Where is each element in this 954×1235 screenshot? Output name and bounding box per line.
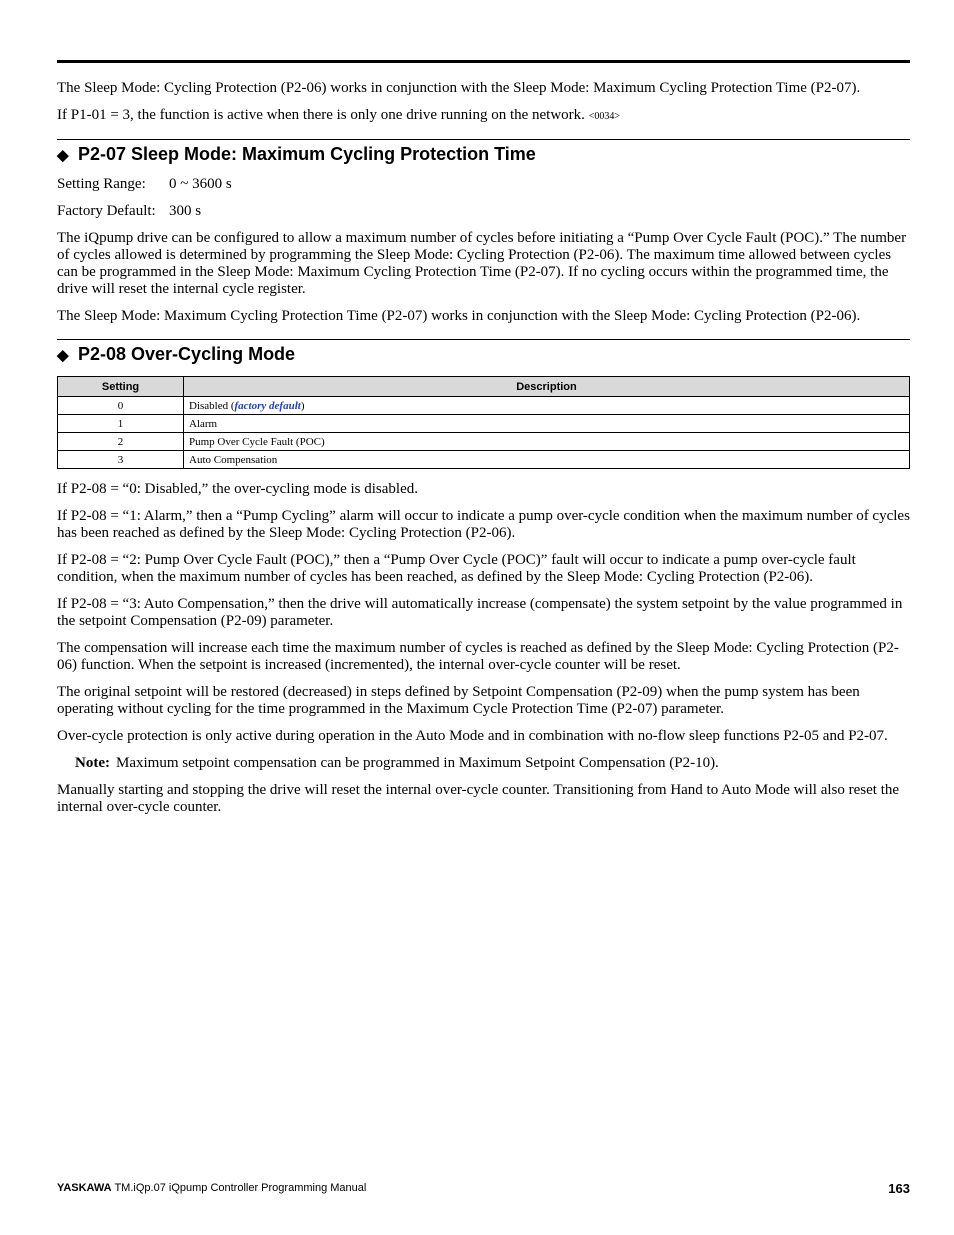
- p2-07-paragraph-2: The Sleep Mode: Maximum Cycling Protection Time (P2-07) works in conjunction with the Sleep Mode: Cycling Protection (P2-06).: [57, 308, 861, 324]
- table-row: [58, 433, 910, 451]
- note-label: Note:: [75, 755, 110, 771]
- section-title-p2-08: P2-08 Over-Cycling Mode: [78, 344, 296, 364]
- diamond-bullet-icon: ◆: [57, 147, 69, 164]
- intro-paragraph-2-text: If P1-01 = 3, the function is active when there is only one drive running on the network.: [57, 107, 585, 123]
- description-cell: Alarm: [184, 415, 910, 433]
- section-p2-08: [57, 339, 910, 816]
- table-header-row: [58, 377, 910, 397]
- intro-paragraph-2: [57, 107, 910, 125]
- p2-08-last-paragraph: Manually starting and stopping the drive will reset the internal over-cycle counter. Transitioning from Hand to Auto Mode will also reset the internal over-cycle counter.: [57, 782, 900, 815]
- setting-range: [57, 176, 910, 193]
- setting-cell: 3: [58, 451, 184, 469]
- settings-table: [57, 376, 910, 469]
- factory-default-value: 300 s: [169, 203, 202, 219]
- p2-07-paragraph-1: The iQpump drive can be configured to allow a maximum number of cycles before initiating a “Pump Over Cycle Fault (POC).” The number of cycles allowed is determined by programming the Sleep Mode: Cycling Protection (P2-06). The maximum time allowed between cycles can be programmed in the Sleep Mode: Maximum Cycling Protection Time (P2-07). If no cycling occurs within the programmed time, the drive will reset the internal cycle register.: [57, 230, 907, 297]
- page-footer: [57, 1182, 910, 1194]
- setting-cell: 0: [58, 397, 184, 415]
- footer-manual-title: TM.iQp.07 iQpump Controller Programming Manual: [111, 1182, 367, 1194]
- top-rule: [57, 60, 910, 63]
- page-number: 163: [888, 1181, 910, 1196]
- table-row: [58, 415, 910, 433]
- table-row: [58, 397, 910, 415]
- factory-default-tag: factory default: [234, 400, 301, 412]
- section-heading-p2-07: [57, 143, 910, 167]
- p2-08-paragraph: The original setpoint will be restored (decreased) in steps defined by Setpoint Compensation (P2-09) when the pump system has been operating without cycling for the time programmed in the Maximum Cycle Protection Time (P2-07) parameter.: [57, 684, 860, 717]
- p2-08-paragraph: If P2-08 = “0: Disabled,” the over-cycling mode is disabled.: [57, 481, 418, 497]
- reference-code: <0034>: [588, 111, 620, 122]
- p2-08-paragraph: Over-cycle protection is only active during operation in the Auto Mode and in combination with no-flow sleep functions P2-05 and P2-07.: [57, 728, 888, 744]
- column-header-setting: Setting: [58, 377, 184, 397]
- setting-cell: 2: [58, 433, 184, 451]
- note: [57, 755, 910, 772]
- description-cell: Auto Compensation: [184, 451, 910, 469]
- setting-cell: 1: [58, 415, 184, 433]
- note-text: Maximum setpoint compensation can be programmed in Maximum Setpoint Compensation (P2-10).: [115, 755, 719, 771]
- column-header-description: Description: [184, 377, 910, 397]
- description-cell: [184, 397, 910, 415]
- page-content: [57, 80, 910, 826]
- factory-default: [57, 203, 910, 220]
- setting-range-value: 0 ~ 3600 s: [169, 176, 232, 192]
- section-heading-p2-08: [57, 343, 910, 367]
- diamond-bullet-icon: ◆: [57, 347, 69, 364]
- footer-brand: YASKAWA: [57, 1182, 112, 1194]
- p2-08-paragraph: If P2-08 = “3: Auto Compensation,” then the drive will automatically increase (compensate) the system setpoint by the value programmed in the setpoint Compensation (P2-09) parameter.: [57, 596, 903, 629]
- p2-08-paragraph: If P2-08 = “2: Pump Over Cycle Fault (POC),” then a “Pump Over Cycle (POC)” fault will occur to indicate a pump over-cycle fault condition, when the maximum number of cycles has been reached, as defined by the Sleep Mode: Cycling Protection (P2-06).: [57, 552, 856, 585]
- setting-range-label: Setting Range:: [57, 176, 146, 192]
- section-title-p2-07: P2-07 Sleep Mode: Maximum Cycling Protection Time: [78, 144, 536, 164]
- description-cell: Pump Over Cycle Fault (POC): [184, 433, 910, 451]
- table-row: [58, 451, 910, 469]
- p2-08-paragraph: If P2-08 = “1: Alarm,” then a “Pump Cycling” alarm will occur to indicate a pump over-cycle condition when the maximum number of cycles has been reached as defined by the Sleep Mode: Cycling Protection (P2-06).: [57, 508, 910, 541]
- description-text: Disabled (: [189, 400, 235, 412]
- p2-08-paragraph: The compensation will increase each time the maximum number of cycles is reached as defined by the Sleep Mode: Cycling Protection (P2-06) function. When the setpoint is increased (incremented), the internal over-cycle counter will be reset.: [57, 640, 899, 673]
- intro-paragraph-1: The Sleep Mode: Cycling Protection (P2-06) works in conjunction with the Sleep Mode: Maximum Cycling Protection Time (P2-07).: [57, 80, 861, 96]
- section-p2-07: [57, 139, 910, 325]
- factory-default-label: Factory Default:: [57, 203, 156, 219]
- description-suffix: ): [300, 400, 305, 412]
